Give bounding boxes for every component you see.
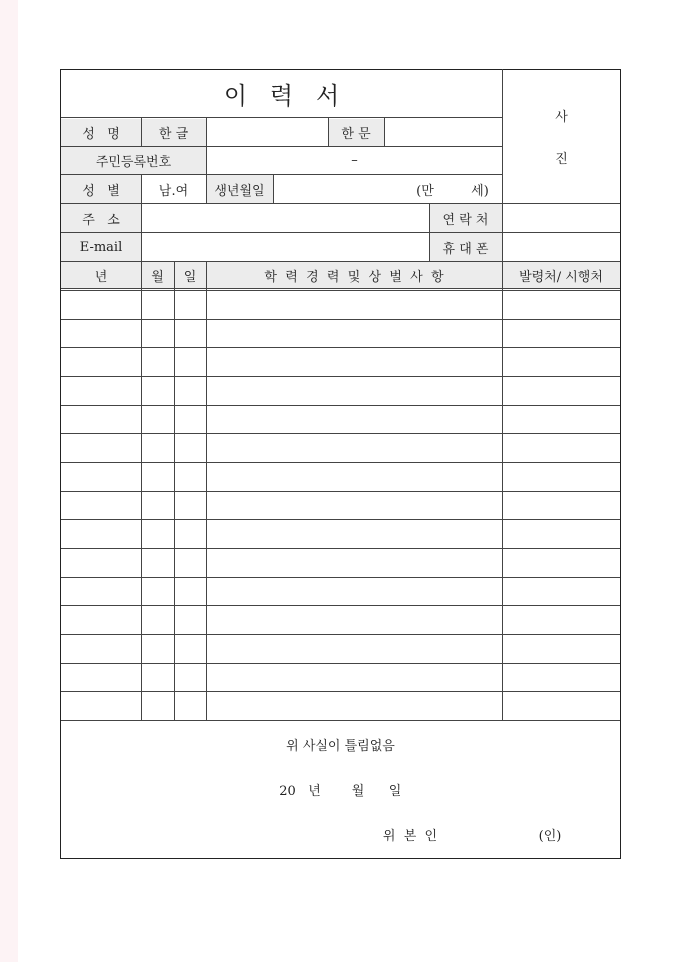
gender-value[interactable]: 남․여 bbox=[158, 183, 189, 199]
history-table-body[interactable] bbox=[61, 291, 620, 720]
birth-label: 생년월일 bbox=[214, 183, 265, 199]
name-hangul-field[interactable] bbox=[207, 118, 328, 146]
col-month: 월 bbox=[151, 269, 164, 285]
name-hanja-field[interactable] bbox=[385, 118, 502, 146]
gender-label: 성 별 bbox=[82, 183, 120, 199]
col-history: 학 력 경 력 및 상 벌 사 항 bbox=[264, 269, 444, 285]
photo-label-top: 사 bbox=[555, 109, 568, 125]
col-year: 년 bbox=[94, 269, 108, 285]
rule bbox=[273, 174, 274, 203]
address-field[interactable] bbox=[142, 204, 429, 232]
signer-label: 위 본 인 bbox=[382, 828, 438, 844]
hanja-label: 한 문 bbox=[341, 126, 371, 142]
seal-mark[interactable]: (인) bbox=[538, 828, 562, 844]
photo-label-bottom: 진 bbox=[555, 151, 568, 167]
col-day: 일 bbox=[183, 269, 197, 285]
contact-field[interactable] bbox=[503, 204, 620, 232]
rule bbox=[61, 720, 620, 721]
name-label: 성 명 bbox=[82, 126, 120, 142]
hangul-label: 한 글 bbox=[158, 126, 189, 142]
contact-label: 연 락 처 bbox=[442, 212, 489, 228]
rrn-label: 주민등록번호 bbox=[95, 154, 172, 170]
date-year[interactable]: 20 년 bbox=[279, 783, 321, 799]
email-field[interactable] bbox=[142, 233, 429, 261]
declaration: 위 사실이 틀림없음 bbox=[286, 738, 395, 754]
date-month[interactable]: 월 bbox=[351, 783, 365, 799]
address-label: 주 소 bbox=[82, 212, 120, 228]
mobile-field[interactable] bbox=[503, 233, 620, 261]
age-close: 세) bbox=[471, 183, 489, 199]
date-day[interactable]: 일 bbox=[388, 783, 402, 799]
mobile-label: 휴 대 폰 bbox=[442, 241, 489, 257]
rrn-field[interactable]: – bbox=[351, 152, 358, 168]
email-label: E-mail bbox=[79, 239, 123, 255]
doc-title: 이 력 서 bbox=[223, 82, 340, 110]
page-edge bbox=[0, 0, 18, 962]
col-issuer: 발령처/ 시행처 bbox=[519, 269, 603, 285]
age-open: (만 bbox=[416, 183, 434, 199]
